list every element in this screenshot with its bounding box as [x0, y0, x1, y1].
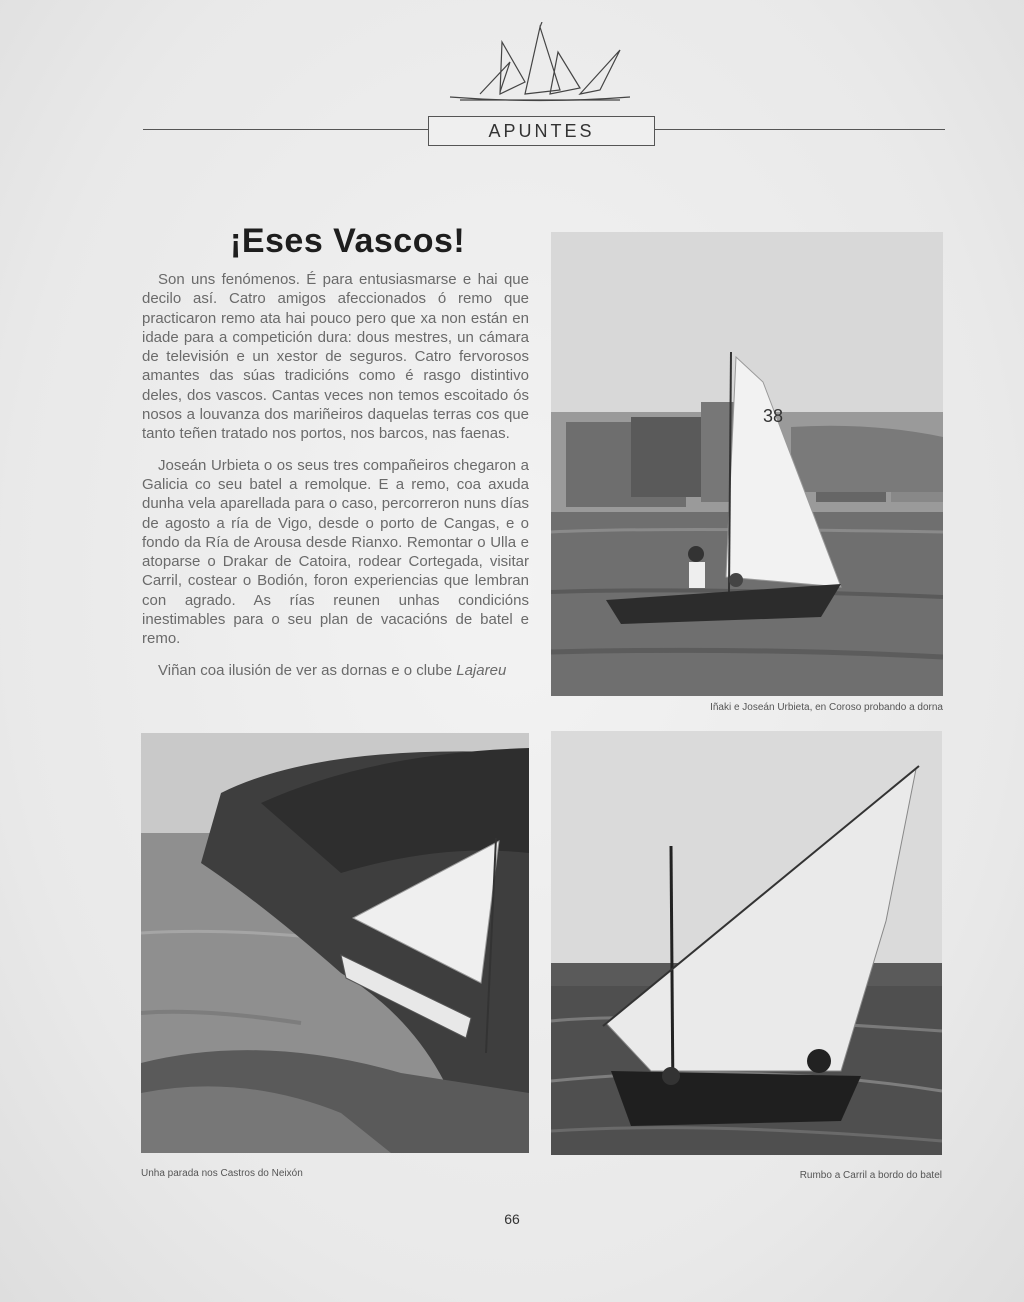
header-rule-left: [143, 129, 428, 130]
article-paragraph: Son uns fenómenos. É para entusiasmarse e hai que decilo así. Catro amigos afeccionados ó remo que practicaron remo ata hai pouco pero que xa non están en idade para a competición dura: dous mestres, un cámara de televisión e un xestor de seguros. Catro fervorosos amantes das súas tradicións como é rasgo distintivo deles, dos vascos. Cantas veces non temos escoitado ós nosos a louvanza dos mariñeiros daquelas terras cos que tanto teñen tratado nos portos, nos barcos, nas faenas.: [142, 271, 529, 443]
section-label: APUNTES: [428, 116, 655, 146]
photo-rumbo-carril: [551, 731, 942, 1155]
sailboats-logo-icon: [440, 22, 640, 112]
photo-dorna-coroso: [551, 232, 943, 696]
photo-castros-neixon: [141, 733, 529, 1153]
page-number: 66: [504, 1211, 520, 1227]
header-rule-right: [655, 129, 945, 130]
sail-number: 38: [763, 406, 784, 426]
article-paragraph: [142, 661, 529, 680]
photo-caption: Iñaki e Joseán Urbieta, en Coroso probando a dorna: [710, 702, 943, 713]
club-name: Lajareu: [456, 661, 507, 679]
photo-caption: Unha parada nos Castros do Neixón: [141, 1168, 303, 1179]
article-title: ¡Eses Vascos!: [230, 222, 466, 260]
photo-caption: Rumbo a Carril a bordo do batel: [799, 1170, 942, 1181]
paragraph-text: Viñan coa ilusión de ver as dornas e o clube: [158, 661, 457, 679]
article-body: [142, 270, 529, 692]
article-paragraph: Joseán Urbieta o os seus tres compañeiros chegaron a Galicia co seu batel a remolque. E a remo, coa axuda dunha vela aparellada para o caso, percorreron nuns días de agosto a ría de Vigo, desde o porto de Cangas, e o fondo da Ría de Arousa desde Rianxo. Remontar o Ulla e atoparse o Drakar de Catoira, rodear Cortegada, visitar Carril, costear o Bodión, foron experiencias que lembran con agrado. As rías reunen unhas condicións inestimables para o seu plan de vacacións de batel e remo.: [142, 456, 529, 648]
